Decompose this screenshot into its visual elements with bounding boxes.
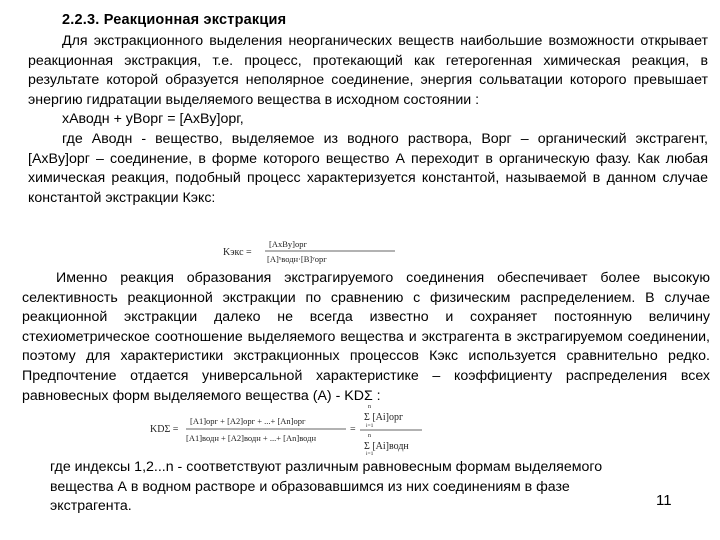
formula1-numerator: [AxBy]орг [269,239,307,249]
extraction-constant-formula [223,236,399,266]
formula2-sum-denominator: Σ [Ai]водн [364,441,409,452]
sum-bottom-lower: i=1 [366,451,374,456]
distribution-coefficient-formula [150,400,460,456]
formula1-lhs: Kэкс = [223,247,252,258]
sum-bottom-upper: i=1 [366,423,374,429]
reaction-equation: xAводн + yBорг = [AxBy]орг, [62,111,244,128]
sum-top-lower: n [368,433,371,439]
section-title: 2.2.3. Реакционная экстракция [62,12,287,28]
formula2-sum-numerator: Σ [Ai]орг [364,412,404,423]
formula2-lhs: KDΣ = [150,424,179,435]
formula1-denominator: [A]ˣводн·[B]ʸорг [267,254,327,264]
formula2-numerator: [A1]орг + [A2]орг + ...+ [An]орг [190,416,306,426]
where-text: где Аводн - вещество, выделяемое из водного раствора, Ворг – органический экстрагент, [AxBy]орг – соединение, в форме которого вещество А переходит в органическую фазу. Как любая химическая реакция, подобный процесс характеризуется константой, называемой в данном случае константой экстракции Кэкс: [28,130,708,206]
formula2-denominator: [A1]водн + [A2]водн + ...+ [An]водн [186,433,317,443]
sum-top-upper: n [368,404,371,410]
paragraph-indices: где индексы 1,2...n - соответствуют различным равновесным формам выделяемого вещества А в водном растворе и образовавшимся из них соединениям в фазе экстрагента. [50,459,603,515]
intro-text: Для экстракционного выделения неорганических веществ наибольшие возможности открывает реакционная экстракция, т.е. процесс, протекающий как гетерогенная химическая реакция, в результате которой образуется неполярное соединение, энергия сольватации которого превышает энергию гидратации выделяемого вещества в исходном состоянии : [28,33,708,108]
page-number: 11 [656,492,672,509]
svg-text:=: = [350,424,356,435]
paragraph-selectivity: Именно реакция образования экстрагируемого соединения обеспечивает более высокую селективность реакционной экстракции по сравнению с физическим распределением. В случае реакционной экстракции далеко не всегда известно и сохраняет постоянную величину стехиометрическое соотношение выделяемого вещества и экстрагента в экстрагируемом соединении, поэтому для характеристики экстракционных процессов Кэкс используется сравнительно редко. Предпочтение отдается универсальной характеристике – коэффициенту распределения всех равновесных форм выделяемого вещества (А) - KDΣ : [22,270,710,404]
paragraph-intro [28,32,708,208]
